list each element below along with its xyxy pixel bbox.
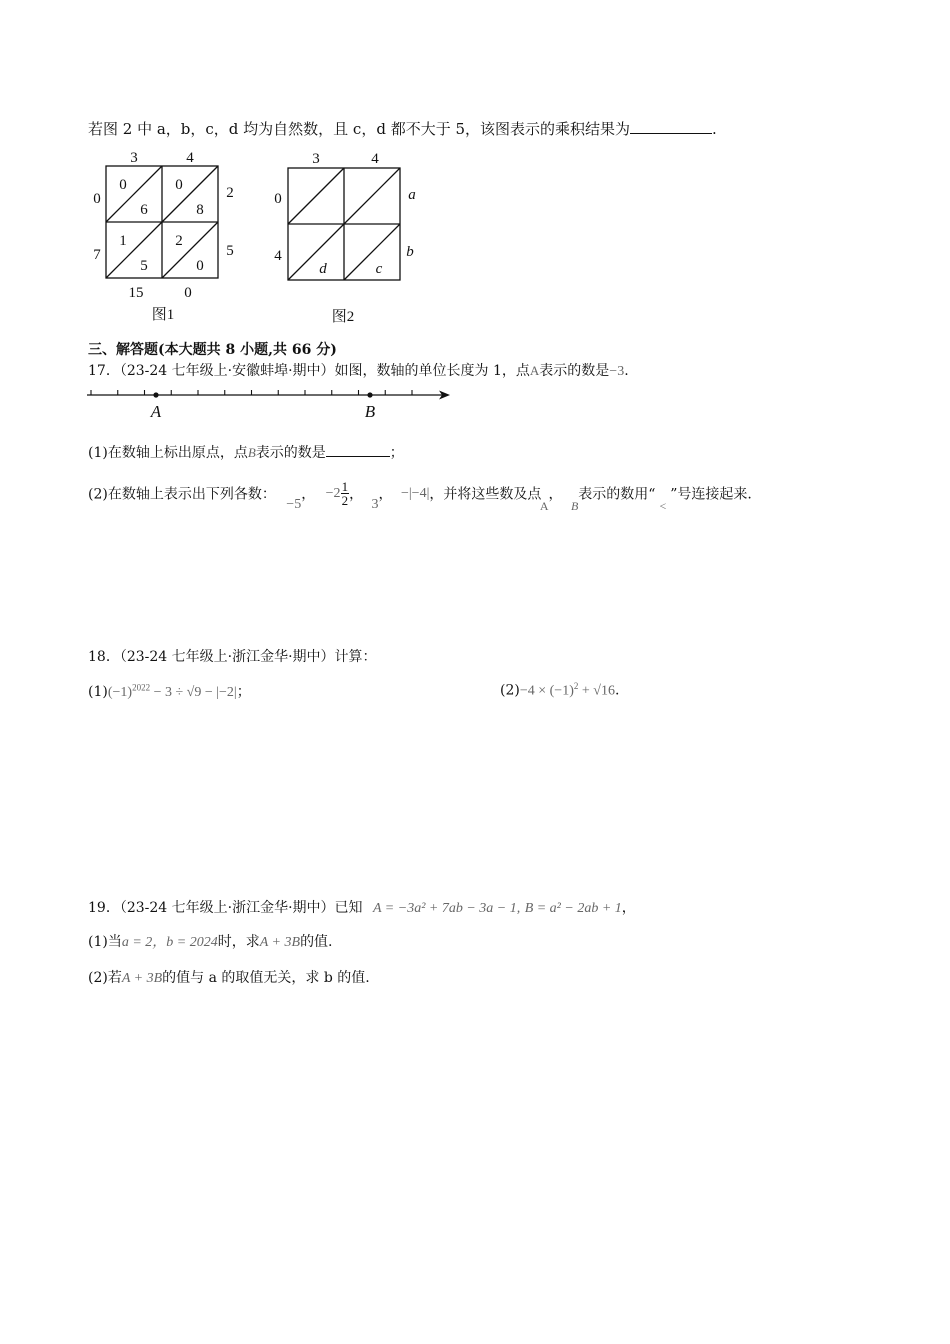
q18-part1-label: (1) <box>88 684 108 700</box>
q17-part2-point-a: A <box>539 498 549 513</box>
q17-part2-mid: ，并将这些数及点 <box>429 486 542 503</box>
fig1-right-1: 5 <box>226 243 234 259</box>
q17-part2-prefix: (2)在数轴上表示出下列各数： <box>88 486 276 503</box>
q19-part2-prefix: (2)若 <box>88 970 122 986</box>
fig1-top-0: 3 <box>130 150 138 166</box>
fig2-cell-c: c <box>375 261 383 277</box>
q17-num-3: 3 <box>371 496 379 512</box>
fig2-top-0: 3 <box>312 151 320 167</box>
q18-part1-exponent: 2022 <box>132 682 151 693</box>
q17-point-a: A <box>529 363 540 378</box>
q19-part1-mid: 时，求 <box>217 934 260 950</box>
q19-part2-expr: A + 3B <box>121 971 163 986</box>
q19-part1-end: 的值. <box>300 934 333 950</box>
number-line <box>84 384 456 424</box>
q19-part1-expr: A + 3B <box>259 935 301 950</box>
q17-part2-point-b: B <box>570 498 579 513</box>
q18-part2-expr-a: −4 × (−1) <box>519 683 574 699</box>
q18-part2 <box>500 681 619 700</box>
fig1-cell-0-upper: 0 <box>119 177 127 193</box>
fig1-cell-0-lower: 6 <box>140 202 148 218</box>
q18-part1-end: ； <box>236 684 251 700</box>
q17-part1-prefix: (1)在数轴上标出原点，点 <box>88 445 248 461</box>
q17-num-2-whole: −2 <box>325 485 341 501</box>
q18-part2-end: . <box>614 682 620 699</box>
q18-part1 <box>88 681 251 701</box>
q19-comma: ， <box>621 900 636 916</box>
q17-part1-suffix: 表示的数是 <box>255 445 326 461</box>
fig1-cell-2-upper: 1 <box>119 233 127 249</box>
fig1-left-1: 7 <box>93 247 101 263</box>
q19-line <box>88 897 636 917</box>
fig1-bottom-0: 15 <box>128 285 144 301</box>
fig1-left-0: 0 <box>93 191 101 207</box>
q19-number: 19． <box>88 900 120 916</box>
fig1-caption: 图1 <box>151 307 175 323</box>
q19-expr-a: A = −3a² + 7ab − 3a − 1, <box>373 901 521 916</box>
q18-source: （23-24 七年级上·浙江金华·期中） <box>119 649 335 665</box>
q18-text: 计算： <box>334 649 377 665</box>
fig1-top-1: 4 <box>186 150 194 166</box>
q18-part2-label: (2) <box>500 682 520 699</box>
q17-part1-end: ； <box>389 445 404 461</box>
q17-line <box>88 360 629 380</box>
q18-line <box>88 646 377 666</box>
fig2-left-0: 0 <box>274 191 282 207</box>
fig1-cell-1-lower: 8 <box>196 202 204 218</box>
q17-num-2-denominator: 2 <box>341 493 349 508</box>
q17-period: . <box>624 363 629 379</box>
q17-num-4: −|−4| <box>400 485 430 501</box>
q19-part1-condition: a = 2，b = 2024 <box>121 935 218 950</box>
q19-part1-prefix: (1)当 <box>88 934 122 950</box>
q18-number: 18． <box>88 649 120 665</box>
q17-text2: 表示的数是 <box>539 363 610 379</box>
figure-2 <box>266 145 426 327</box>
fig1-right-0: 2 <box>226 185 234 201</box>
q19-part1 <box>88 931 333 951</box>
q17-part1 <box>88 442 404 462</box>
fig2-right-b: b <box>406 244 414 260</box>
q16-text: 若图 2 中 a，b，c，d 均为自然数，且 c，d 都不大于 5，该图表示的乘积结果为 <box>88 120 631 138</box>
fig2-caption: 图2 <box>331 309 355 325</box>
q18-part2-expr-b: + √16 <box>578 683 615 699</box>
q16-answer-blank[interactable] <box>630 119 712 134</box>
q17-source: （23-24 七年级上·安徽蚌埠·期中） <box>119 363 335 379</box>
fig2-top-1: 4 <box>371 151 379 167</box>
q17-part2-mid2: 表示的数用“ <box>578 486 656 503</box>
fig2-right-a: a <box>408 187 416 203</box>
q17-num-2-fraction <box>341 480 350 507</box>
q19-source: （23-24 七年级上·浙江金华·期中） <box>119 900 335 916</box>
fig1-bottom-1: 0 <box>184 285 192 301</box>
q18-part1-base: (−1) <box>107 685 133 700</box>
q17-number: 17． <box>88 363 120 379</box>
fig1-cell-3-lower: 0 <box>196 258 204 274</box>
q18-part1-rest: − 3 ÷ √9 − |−2| <box>150 685 237 700</box>
fig1-cell-3-upper: 2 <box>175 233 183 249</box>
q18-part2-exponent: 2 <box>573 681 579 691</box>
section-3-title: 三、解答题(本大题共 8 小题,共 66 分) <box>88 342 337 358</box>
fig1-cell-2-lower: 5 <box>140 258 148 274</box>
number-line-point-a <box>153 392 158 397</box>
number-line-label-b: B <box>364 402 376 421</box>
q17-part2: (2)在数轴上表示出下列各数： −5， −2 $\frac{1}{2}$ ， 3， −|−4|，并将这些数及点 A， B表示的数用“<”号连接起来. <box>88 479 752 513</box>
q17-part1-point: B <box>247 445 256 460</box>
q17-num-1: −5 <box>286 496 302 512</box>
q16-line <box>88 118 717 139</box>
fig1-cell-1-upper: 0 <box>175 177 183 193</box>
figure-1 <box>86 145 246 327</box>
number-line-label-a: A <box>150 402 162 421</box>
fig2-left-1: 4 <box>274 248 282 264</box>
q19-part2 <box>88 967 370 987</box>
q17-less-than: < <box>659 498 667 513</box>
q17-part1-blank[interactable] <box>326 442 390 457</box>
q16-period: . <box>712 120 717 138</box>
q17-text: 如图，数轴的单位长度为 1，点 <box>334 363 530 379</box>
number-line-point-b <box>367 392 372 397</box>
q17-value: −3 <box>609 364 625 379</box>
q17-num-2-numerator: 1 <box>341 479 349 494</box>
q19-part2-mid: 的值与 a 的取值无关，求 b 的值. <box>162 970 370 986</box>
q19-text: 已知 <box>334 900 363 916</box>
q17-part2-end: ”号连接起来. <box>670 486 752 503</box>
fig2-cell-d: d <box>319 261 327 277</box>
q19-expr-b: B = a² − 2ab + 1 <box>524 901 622 916</box>
